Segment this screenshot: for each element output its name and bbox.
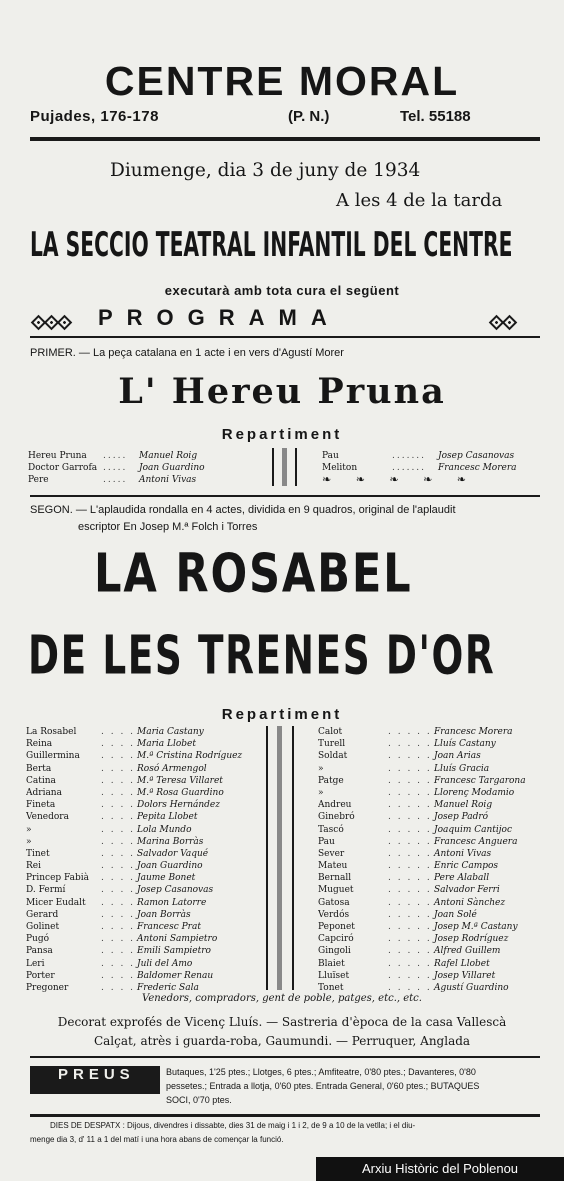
cast-role: Meliton — [322, 463, 358, 474]
cast-role: Bernall — [318, 873, 352, 884]
preus-line-1: Butaques, 1'25 ptes.; Llotges, 6 ptes.; Amfiteatre, 0'80 ptes.; Davanteres, 0'80 — [166, 1067, 476, 1077]
cast-actor: Maria Castany — [137, 727, 204, 737]
cast-role: Pau — [322, 451, 339, 461]
cast-actor: Joan Borràs — [137, 909, 191, 920]
cast-role: Hereu Pruna — [28, 451, 87, 461]
extras-line: Venedors, compradors, gent de poble, patges, etc., etc. — [142, 993, 422, 1004]
cast-row: Doctor Garrofa ..... Joan Guardino — [28, 463, 205, 474]
cast-role: Reina — [26, 739, 53, 750]
cast-actor: Joan Guardino — [139, 463, 205, 474]
cast-actor: Pere Alaball — [434, 873, 490, 884]
cast-role: Gingoli — [318, 946, 351, 957]
cast-actor: Jaume Bonet — [137, 873, 196, 884]
cast-row: Catina . . . . M.ª Teresa Villaret — [26, 775, 223, 786]
cast-role: Turell — [318, 739, 346, 750]
cast-actor: Antoni Vivas — [139, 475, 197, 486]
cast-actor: Marina Borràs — [137, 836, 204, 847]
time-line: A les 4 de la tarda — [336, 190, 503, 211]
ornament-icon — [57, 315, 73, 331]
cast-role: Gerard — [26, 909, 59, 920]
cast-role: Guillermina — [26, 751, 80, 762]
cast-role: Tinet — [26, 848, 50, 859]
cast-row: Bernall . . . . . Pere Alaball — [318, 873, 490, 884]
cast-row: Leri . . . . Juli del Amo — [26, 958, 193, 969]
cast-role: Pregoner — [26, 982, 69, 993]
cast-role: Blaiet — [318, 958, 345, 969]
date-line: Diumenge, dia 3 de juny de 1934 — [110, 160, 421, 181]
cast-row: Pau . . . . . Francesc Anguera — [318, 836, 518, 847]
preus-rule — [30, 1114, 540, 1117]
cast-role: Micer Eudalt — [26, 897, 86, 908]
first-cast-divider — [295, 448, 297, 486]
cast-row: Ginebró . . . . . Josep Padró — [318, 812, 489, 823]
cast-role: Sever — [318, 848, 345, 859]
first-cast-divider — [282, 448, 287, 486]
cast-actor: Manuel Roig — [434, 800, 493, 811]
cast-role: Berta — [26, 763, 52, 774]
cast-row: Hereu Pruna ..... Manuel Roig — [28, 451, 198, 461]
cast-actor: Enric Campos — [434, 861, 499, 872]
programa-rule — [30, 336, 540, 338]
cast-row: Tonet . . . . . Agustí Guardino — [318, 982, 509, 993]
cast-actor: Rosó Armengol — [137, 763, 207, 774]
cast-actor: Juli del Amo — [137, 958, 193, 969]
cast-row: Capciró . . . . . Josep Rodríguez — [318, 934, 509, 945]
cast-row: Venedora . . . . Pepita Llobet — [26, 812, 198, 823]
preus-line-2: pessetes.; Entrada a llotja, 0'60 ptes. Entrada General, 0'60 ptes.; BUTAQUES — [166, 1081, 480, 1091]
cast-role: Andreu — [318, 800, 352, 811]
cast-row: Berta . . . . Rosó Armengol — [26, 763, 207, 774]
cast-row: Princep Fabià . . . . Jaume Bonet — [26, 873, 196, 884]
cast-actor: Ramon Latorre — [137, 897, 207, 908]
cast-actor: Francesc Prat — [137, 922, 201, 932]
cast-role: Golinet — [26, 922, 60, 932]
cast-role: Verdós — [318, 909, 350, 920]
second-title-1: LA ROSABEL — [94, 542, 413, 605]
cast-role: Gatosa — [318, 897, 350, 908]
cast-row: » . . . . . Llorenç Modamio — [318, 787, 515, 798]
cast-role: Calot — [318, 727, 343, 737]
cast-role: Tonet — [318, 982, 344, 993]
cast-role: Lluïset — [318, 970, 350, 981]
cast-actor: Joaquim Cantijoc — [434, 824, 513, 835]
cast-actor: Frederic Sala — [137, 982, 199, 993]
venue-phone: Tel. 55188 — [400, 108, 471, 125]
second-cast-left — [26, 726, 242, 994]
cast-role: Fineta — [26, 800, 56, 811]
cast-row: Calot . . . . . Francesc Morera — [318, 727, 513, 737]
swirl-icon: ❧ ❧ ❧ ❧ ❧ — [322, 473, 466, 487]
cast-actor: Antoni Sànchez — [434, 897, 506, 908]
subtitle: executarà amb tota cura el següent — [164, 283, 400, 298]
cast-actor: Baldomer Renau — [137, 970, 214, 981]
cast-role: Adriana — [26, 787, 62, 798]
cast-actor: Josep Villaret — [434, 970, 496, 981]
header-rule — [30, 137, 540, 141]
cast-actor: Josep Rodríguez — [434, 934, 509, 945]
cast-row: Tinet . . . . Salvador Vaqué — [26, 848, 209, 859]
cast-actor: Josep Casanovas — [137, 885, 214, 896]
cast-role: La Rosabel — [26, 727, 77, 737]
cast-role: Catina — [26, 775, 56, 786]
preus-line-3: SOCI, 0'70 ptes. — [166, 1095, 232, 1105]
cast-actor: Francesc Anguera — [434, 836, 518, 847]
cast-actor: Maria Llobet — [137, 739, 196, 750]
cast-role: Rei — [26, 861, 41, 872]
cast-row: Rei . . . . Joan Guardino — [26, 861, 203, 872]
cast-role: Soldat — [318, 751, 348, 762]
first-intro: PRIMER. — La peça catalana en 1 acte i en vers d'Agustí Morer — [30, 347, 344, 359]
archive-credit: Arxiu Històric del Poblenou — [316, 1157, 564, 1181]
second-title-2: DE LES TRENES D'OR — [28, 624, 496, 687]
cast-role: » — [318, 787, 324, 798]
cast-row: » . . . . Marina Borràs — [26, 836, 204, 847]
cast-row: Turell . . . . . Lluís Castany — [318, 739, 496, 750]
ornament-icon — [502, 315, 518, 331]
cast-actor: Francesc Morera — [434, 727, 513, 737]
cast-row: Patge . . . . . Francesc Targarona — [318, 775, 526, 786]
cast-row: La Rosabel . . . . Maria Castany — [26, 727, 204, 737]
second-cast-divider — [292, 726, 294, 990]
cast-role: » — [318, 763, 324, 774]
second-intro-1: SEGON. — L'aplaudida rondalla en 4 actes, dividida en 9 quadros, original de l'aplaudit — [30, 504, 456, 516]
cast-row: Pugó . . . . Antoni Sampietro — [26, 934, 218, 945]
cast-role: Princep Fabià — [26, 873, 90, 884]
cast-role: Tascó — [318, 824, 344, 835]
venue-title: CENTRE MORAL — [104, 58, 460, 104]
cast-row: Soldat . . . . . Joan Arias — [318, 751, 481, 762]
credits-line-1: Decorat exprofés de Vicenç Lluís. — Sastreria d'època de la casa Vallescà — [57, 1015, 507, 1029]
second-cast-right — [318, 726, 526, 994]
venue-address: Pujades, 176-178 — [30, 108, 159, 125]
cast-role: Porter — [26, 970, 55, 981]
cast-row: Peponet . . . . . Josep M.ª Castany — [318, 922, 518, 932]
cast-role: Leri — [26, 958, 45, 969]
programa-ornament-left — [32, 313, 71, 332]
cast-actor: Francesc Targarona — [434, 775, 526, 786]
cast-role: Venedora — [26, 812, 69, 823]
credits-rule — [30, 1056, 540, 1058]
cast-actor: Francesc Morera — [438, 463, 517, 474]
cast-actor: M.ª Teresa Villaret — [137, 775, 223, 786]
cast-actor: Lola Mundo — [137, 824, 192, 835]
cast-actor: Joan Arias — [434, 751, 481, 762]
cast-row: Pansa . . . . Emili Sampietro — [26, 946, 211, 957]
cast-role: Pau — [318, 836, 335, 847]
cast-actor: Llorenç Modamio — [434, 787, 515, 798]
cast-actor: M.ª Rosa Guardino — [137, 787, 224, 798]
cast-role: Patge — [318, 775, 344, 786]
cast-role: » — [26, 824, 32, 835]
cast-row: Micer Eudalt . . . . Ramon Latorre — [26, 897, 207, 908]
ornament-row — [322, 474, 517, 486]
cast-row: Reina . . . . Maria Llobet — [26, 739, 196, 750]
cast-actor: Rafel Llobet — [434, 958, 490, 969]
cast-role: Pansa — [26, 946, 53, 957]
cast-actor: Dolors Hernández — [137, 800, 220, 811]
cast-row: Pregoner . . . . Frederic Sala — [26, 982, 199, 993]
cast-role: Ginebró — [318, 812, 355, 823]
second-cast-divider — [266, 726, 268, 990]
cast-row: D. Fermí . . . . Josep Casanovas — [26, 885, 214, 896]
cast-row: Gingoli . . . . . Alfred Guillem — [318, 946, 501, 957]
cast-row: Meliton ....... Francesc Morera — [322, 463, 517, 474]
credits-line-2: Calçat, atrès i guarda-roba, Gaumundi. — Perruquer, Anglada — [93, 1034, 471, 1048]
cast-actor: Salvador Vaqué — [137, 848, 209, 859]
cast-role: Doctor Garrofa — [28, 463, 98, 474]
cast-row: Blaiet . . . . . Rafel Llobet — [318, 958, 490, 969]
cast-row: Gerard . . . . Joan Borràs — [26, 909, 191, 920]
cast-row: Lluïset . . . . . Josep Villaret — [318, 970, 496, 981]
cast-row: Porter . . . . Baldomer Renau — [26, 970, 214, 981]
despatx-line-2: menge dia 3, d' 11 a 1 del matí i una hora abans de començar la funció. — [30, 1135, 284, 1144]
first-cast-right — [322, 450, 517, 487]
cast-actor: Alfred Guillem — [434, 946, 501, 957]
cast-role: Peponet — [318, 922, 355, 932]
cast-role: Muguet — [318, 885, 354, 896]
second-repartiment: Repartiment — [221, 706, 343, 723]
cast-role: Pugó — [26, 934, 50, 945]
section-title: LA SECCIO TEATRAL INFANTIL DEL CENTRE — [30, 226, 513, 265]
preus-label: PREUS — [52, 1066, 141, 1083]
programa-ornament-right — [490, 313, 516, 332]
cast-actor: Lluís Castany — [434, 739, 496, 750]
cast-actor: Manuel Roig — [139, 451, 198, 461]
cast-actor: Lluís Gracia — [434, 763, 490, 774]
cast-row: Adriana . . . . M.ª Rosa Guardino — [26, 787, 224, 798]
cast-row: Sever . . . . . Antoni Vivas — [318, 848, 492, 859]
second-cast-divider — [277, 726, 282, 990]
cast-row: Golinet . . . . Francesc Prat — [26, 922, 201, 932]
cast-row: Gatosa . . . . . Antoni Sànchez — [318, 897, 506, 908]
cast-role: Capciró — [318, 934, 354, 945]
cast-actor: Emili Sampietro — [137, 946, 211, 957]
cast-role: » — [26, 836, 32, 847]
cast-actor: Joan Guardino — [137, 861, 203, 872]
cast-row: Muguet . . . . . Salvador Ferri — [318, 885, 500, 896]
first-play-title: L' Hereu Pruna — [118, 371, 446, 412]
cast-actor: Antoni Sampietro — [137, 934, 218, 945]
cast-row: Tascó . . . . . Joaquim Cantijoc — [318, 824, 513, 835]
cast-actor: Josep Padró — [434, 812, 489, 823]
first-rule — [30, 495, 540, 497]
cast-actor: Pepita Llobet — [137, 812, 198, 823]
cast-actor: Antoni Vivas — [434, 848, 492, 859]
cast-actor: Salvador Ferri — [434, 885, 500, 896]
cast-row: Verdós . . . . . Joan Solé — [318, 909, 477, 920]
cast-row: Andreu . . . . . Manuel Roig — [318, 800, 493, 811]
cast-actor: Agustí Guardino — [434, 982, 509, 993]
programa-heading: PROGRAMA — [98, 305, 341, 330]
cast-role: D. Fermí — [26, 885, 66, 896]
cast-row: » . . . . Lola Mundo — [26, 824, 192, 835]
first-cast-divider — [272, 448, 274, 486]
first-cast-left — [28, 450, 205, 487]
cast-actor: Josep M.ª Castany — [434, 922, 518, 932]
second-intro-2: escriptor En Josep M.ª Folch i Torres — [78, 521, 258, 533]
cast-row: Pere ..... Antoni Vivas — [28, 475, 197, 486]
cast-row: Fineta . . . . Dolors Hernández — [26, 800, 220, 811]
cast-row: Guillermina . . . . M.ª Cristina Rodríguez — [26, 751, 243, 762]
cast-actor: Josep Casanovas — [438, 451, 515, 461]
cast-actor: M.ª Cristina Rodríguez — [137, 751, 243, 762]
venue-district: (P. N.) — [288, 108, 330, 125]
cast-role: Pere — [28, 475, 49, 486]
first-repartiment: Repartiment — [221, 426, 343, 443]
cast-row: Mateu . . . . . Enric Campos — [318, 861, 499, 872]
cast-role: Mateu — [318, 861, 348, 872]
cast-row: » . . . . . Lluís Gracia — [318, 763, 490, 774]
cast-actor: Joan Solé — [434, 909, 477, 920]
despatx-line-1: DIES DE DESPATX : Dijous, divendres i dissabte, dies 31 de maig i 1 i 2, de 9 a 10 de la vetlla; i el diu- — [50, 1121, 416, 1130]
cast-row: Pau ....... Josep Casanovas — [322, 451, 515, 461]
